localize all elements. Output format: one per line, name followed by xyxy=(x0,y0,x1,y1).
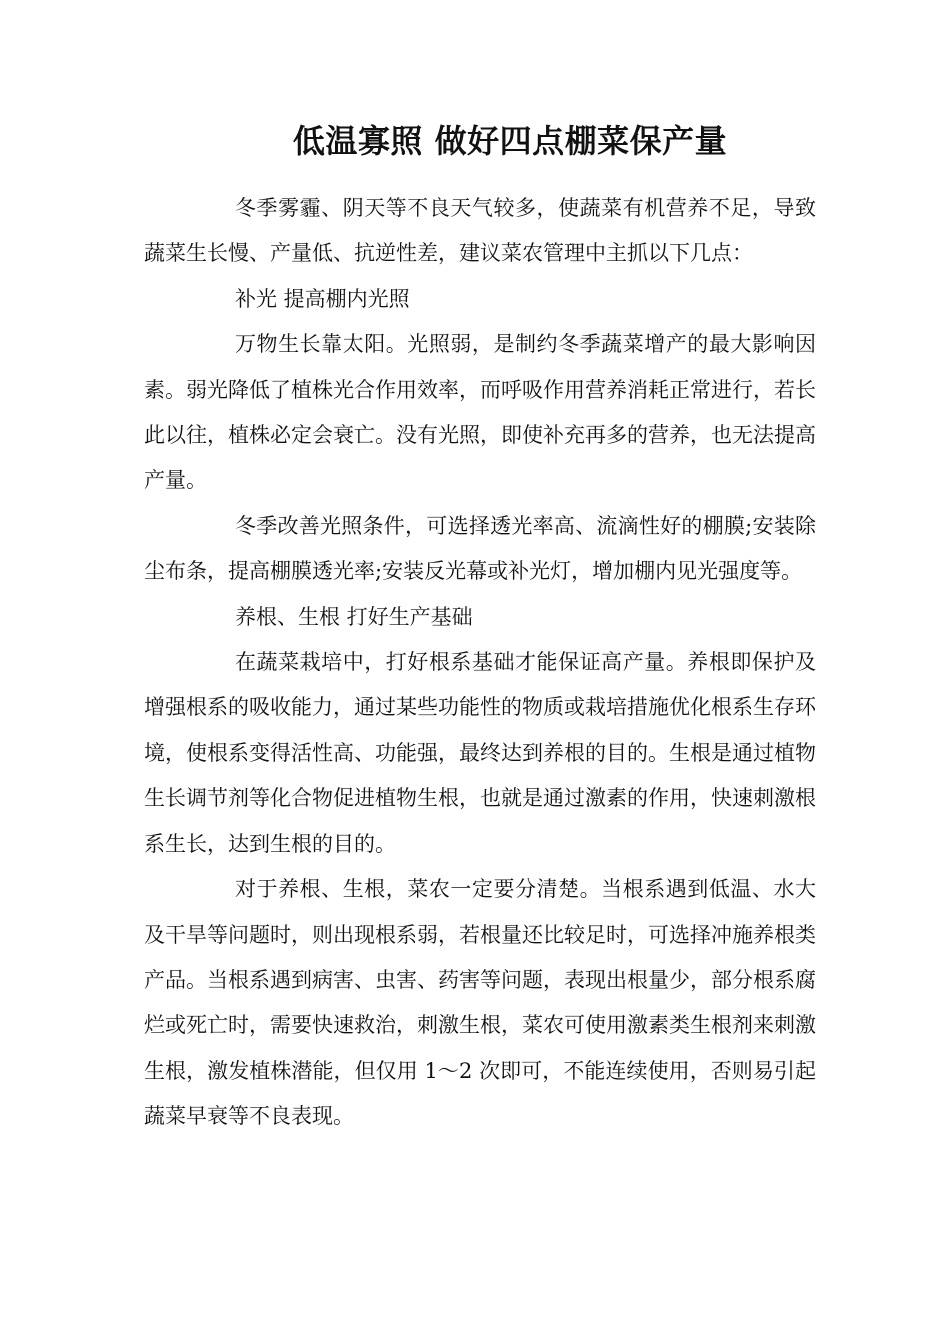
document-body xyxy=(144,186,816,1140)
document-title: 低温寡照 做好四点棚菜保产量 xyxy=(292,122,728,160)
section-heading-root: 养根、生根 打好生产基础 xyxy=(235,604,473,629)
root-paragraph-2: 对于养根、生根，菜农一定要分清楚。当根系遇到低温、水大及干旱等问题时，则出现根系弱，若根量还比较足时，可选择冲施养根类产品。当根系遇到病害、虫害、药害等问题，表现出根量少，部分根系腐烂或死亡时，需要快速救治，刺激生根，菜农可使用激素类生根剂来刺激生根，激发植株潜能，但仅用 1～2 次即可，不能连续使用，否则易引起蔬菜早衰等不良表现。 xyxy=(144,877,816,1129)
intro-paragraph: 冬季雾霾、阴天等不良天气较多，使蔬菜有机营养不足，导致蔬菜生长慢、产量低、抗逆性差，建议菜农管理中主抓以下几点： xyxy=(144,196,816,266)
section-heading-light: 补光 提高棚内光照 xyxy=(235,286,410,311)
light-paragraph-2: 冬季改善光照条件，可选择透光率高、流滴性好的棚膜;安装除尘布条，提高棚膜透光率;安装反光幕或补光灯，增加棚内见光强度等。 xyxy=(144,513,816,584)
light-paragraph-1: 万物生长靠太阳。光照弱，是制约冬季蔬菜增产的最大影响因素。弱光降低了植株光合作用效率，而呼吸作用营养消耗正常进行，若长此以往，植株必定会衰亡。没有光照，即使补充再多的营养，也无法提高产量。 xyxy=(144,332,816,493)
root-paragraph-1: 在蔬菜栽培中，打好根系基础才能保证高产量。养根即保护及增强根系的吸收能力，通过某些功能性的物质或栽培措施优化根系生存环境，使根系变得活性高、功能强，最终达到养根的目的。生根是通过植物生长调节剂等化合物促进植物生根，也就是通过激素的作用，快速刺激根系生长，达到生根的目的。 xyxy=(144,650,816,856)
